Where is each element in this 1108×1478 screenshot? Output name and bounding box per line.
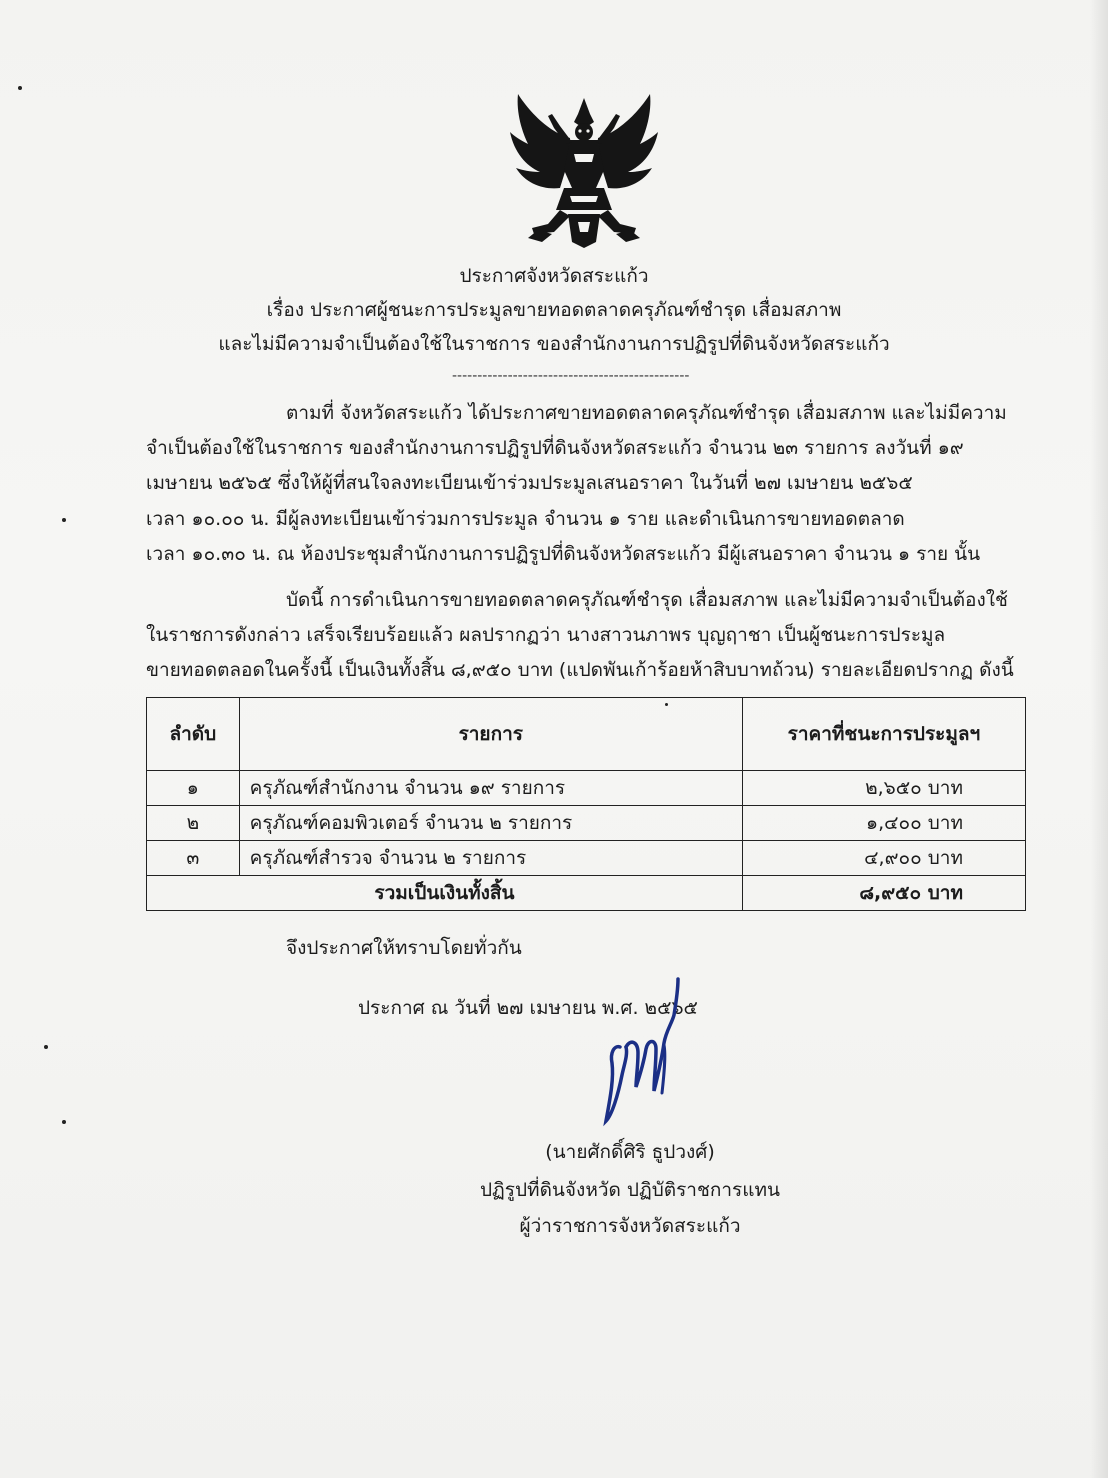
paragraph-2-line: ขายทอดตลอดในครั้งนี้ เป็นเงินทั้งสิ้น ๘,๙๕๐ บาท (แปดพันเก้าร้อยห้าสิบบาทถ้วน) รายละเอียดปรากฏ ดังนี้ xyxy=(146,659,1014,681)
paragraph-1-line: ตามที่ จังหวัดสระแก้ว ได้ประกาศขายทอดตลาดครุภัณฑ์ชำรุด เสื่อมสภาพ และไม่มีความ xyxy=(286,402,1007,424)
row-item: ครุภัณฑ์สำนักงาน จำนวน ๑๙ รายการ xyxy=(239,771,742,806)
column-header-number: ลำดับ xyxy=(147,698,240,771)
paragraph-2-line: บัดนี้ การดำเนินการขายทอดตลาดครุภัณฑ์ชำรุด เสื่อมสภาพ และไม่มีความจำเป็นต้องใช้ xyxy=(286,589,1008,611)
scan-dot xyxy=(62,1120,66,1124)
row-item: ครุภัณฑ์สำรวจ จำนวน ๒ รายการ xyxy=(239,841,742,876)
garuda-emblem-icon xyxy=(508,92,660,252)
table-header-row xyxy=(147,698,1026,771)
handwritten-signature-icon xyxy=(598,975,698,1135)
announcement-org-title: ประกาศจังหวัดสระแก้ว xyxy=(459,265,649,287)
row-number: ๑ xyxy=(147,771,240,806)
total-value: ๘,๙๕๐ บาท xyxy=(742,876,1025,911)
row-item: ครุภัณฑ์คอมพิวเตอร์ จำนวน ๒ รายการ xyxy=(239,806,742,841)
row-price: ๑,๔๐๐ บาท xyxy=(742,806,1025,841)
paragraph-1-line: เวลา ๑๐.๐๐ น. มีผู้ลงทะเบียนเข้าร่วมการประมูล จำนวน ๑ ราย และดำเนินการขายทอดตลาด xyxy=(146,508,905,530)
total-label: รวมเป็นเงินทั้งสิ้น xyxy=(147,876,743,911)
row-price: ๔,๙๐๐ บาท xyxy=(742,841,1025,876)
signatory-title-1: ปฏิรูปที่ดินจังหวัด ปฏิบัติราชการแทน xyxy=(479,1179,781,1201)
announcement-subject-line-2: และไม่มีความจำเป็นต้องใช้ในราชการ ของสำนักงานการปฏิรูปที่ดินจังหวัดสระแก้ว xyxy=(218,333,890,355)
column-header-item: รายการ xyxy=(239,698,742,771)
paragraph-1-line: จำเป็นต้องใช้ในราชการ ของสำนักงานการปฏิรูปที่ดินจังหวัดสระแก้ว จำนวน ๒๓ รายการ ลงวันที่ ๑๙ xyxy=(146,437,964,459)
announcement-subject-line-1: เรื่อง ประกาศผู้ชนะการประมูลขายทอดตลาดครุภัณฑ์ชำรุด เสื่อมสภาพ xyxy=(266,299,842,321)
paragraph-1-line: เมษายน ๒๕๖๕ ซึ่งให้ผู้ที่สนใจลงทะเบียนเข้าร่วมประมูลเสนอราคา ในวันที่ ๒๗ เมษายน ๒๕๖๕ xyxy=(146,472,913,494)
paragraph-2-line: ในราชการดังกล่าว เสร็จเรียบร้อยแล้ว ผลปรากฏว่า นางสาวนภาพร บุญฤาชา เป็นผู้ชนะการประมูล xyxy=(146,624,946,646)
table-total-row xyxy=(147,876,1026,911)
table-row xyxy=(147,771,1026,806)
row-number: ๓ xyxy=(147,841,240,876)
paragraph-1-line: เวลา ๑๐.๓๐ น. ณ ห้องประชุมสำนักงานการปฏิรูปที่ดินจังหวัดสระแก้ว มีผู้เสนอราคา จำนวน ๑ ราย นั้น xyxy=(146,543,981,565)
header-separator: ----------------------------------------------- xyxy=(452,368,690,384)
auction-results-table xyxy=(146,697,1026,911)
scan-dot xyxy=(44,1045,48,1049)
scan-dot xyxy=(62,518,66,522)
row-price: ๒,๖๕๐ บาท xyxy=(742,771,1025,806)
column-header-price: ราคาที่ชนะการประมูลฯ xyxy=(742,698,1025,771)
announcement-date: ประกาศ ณ วันที่ ๒๗ เมษายน พ.ศ. ๒๕๖๕ xyxy=(358,997,698,1019)
table-row xyxy=(147,806,1026,841)
table-row xyxy=(147,841,1026,876)
row-number: ๒ xyxy=(147,806,240,841)
scan-dot xyxy=(18,86,22,90)
signatory-title-2: ผู้ว่าราชการจังหวัดสระแก้ว xyxy=(519,1215,741,1237)
closing-statement: จึงประกาศให้ทราบโดยทั่วกัน xyxy=(286,937,522,959)
signatory-name: (นายศักดิ์ศิริ ธูปวงศ์) xyxy=(545,1141,715,1163)
